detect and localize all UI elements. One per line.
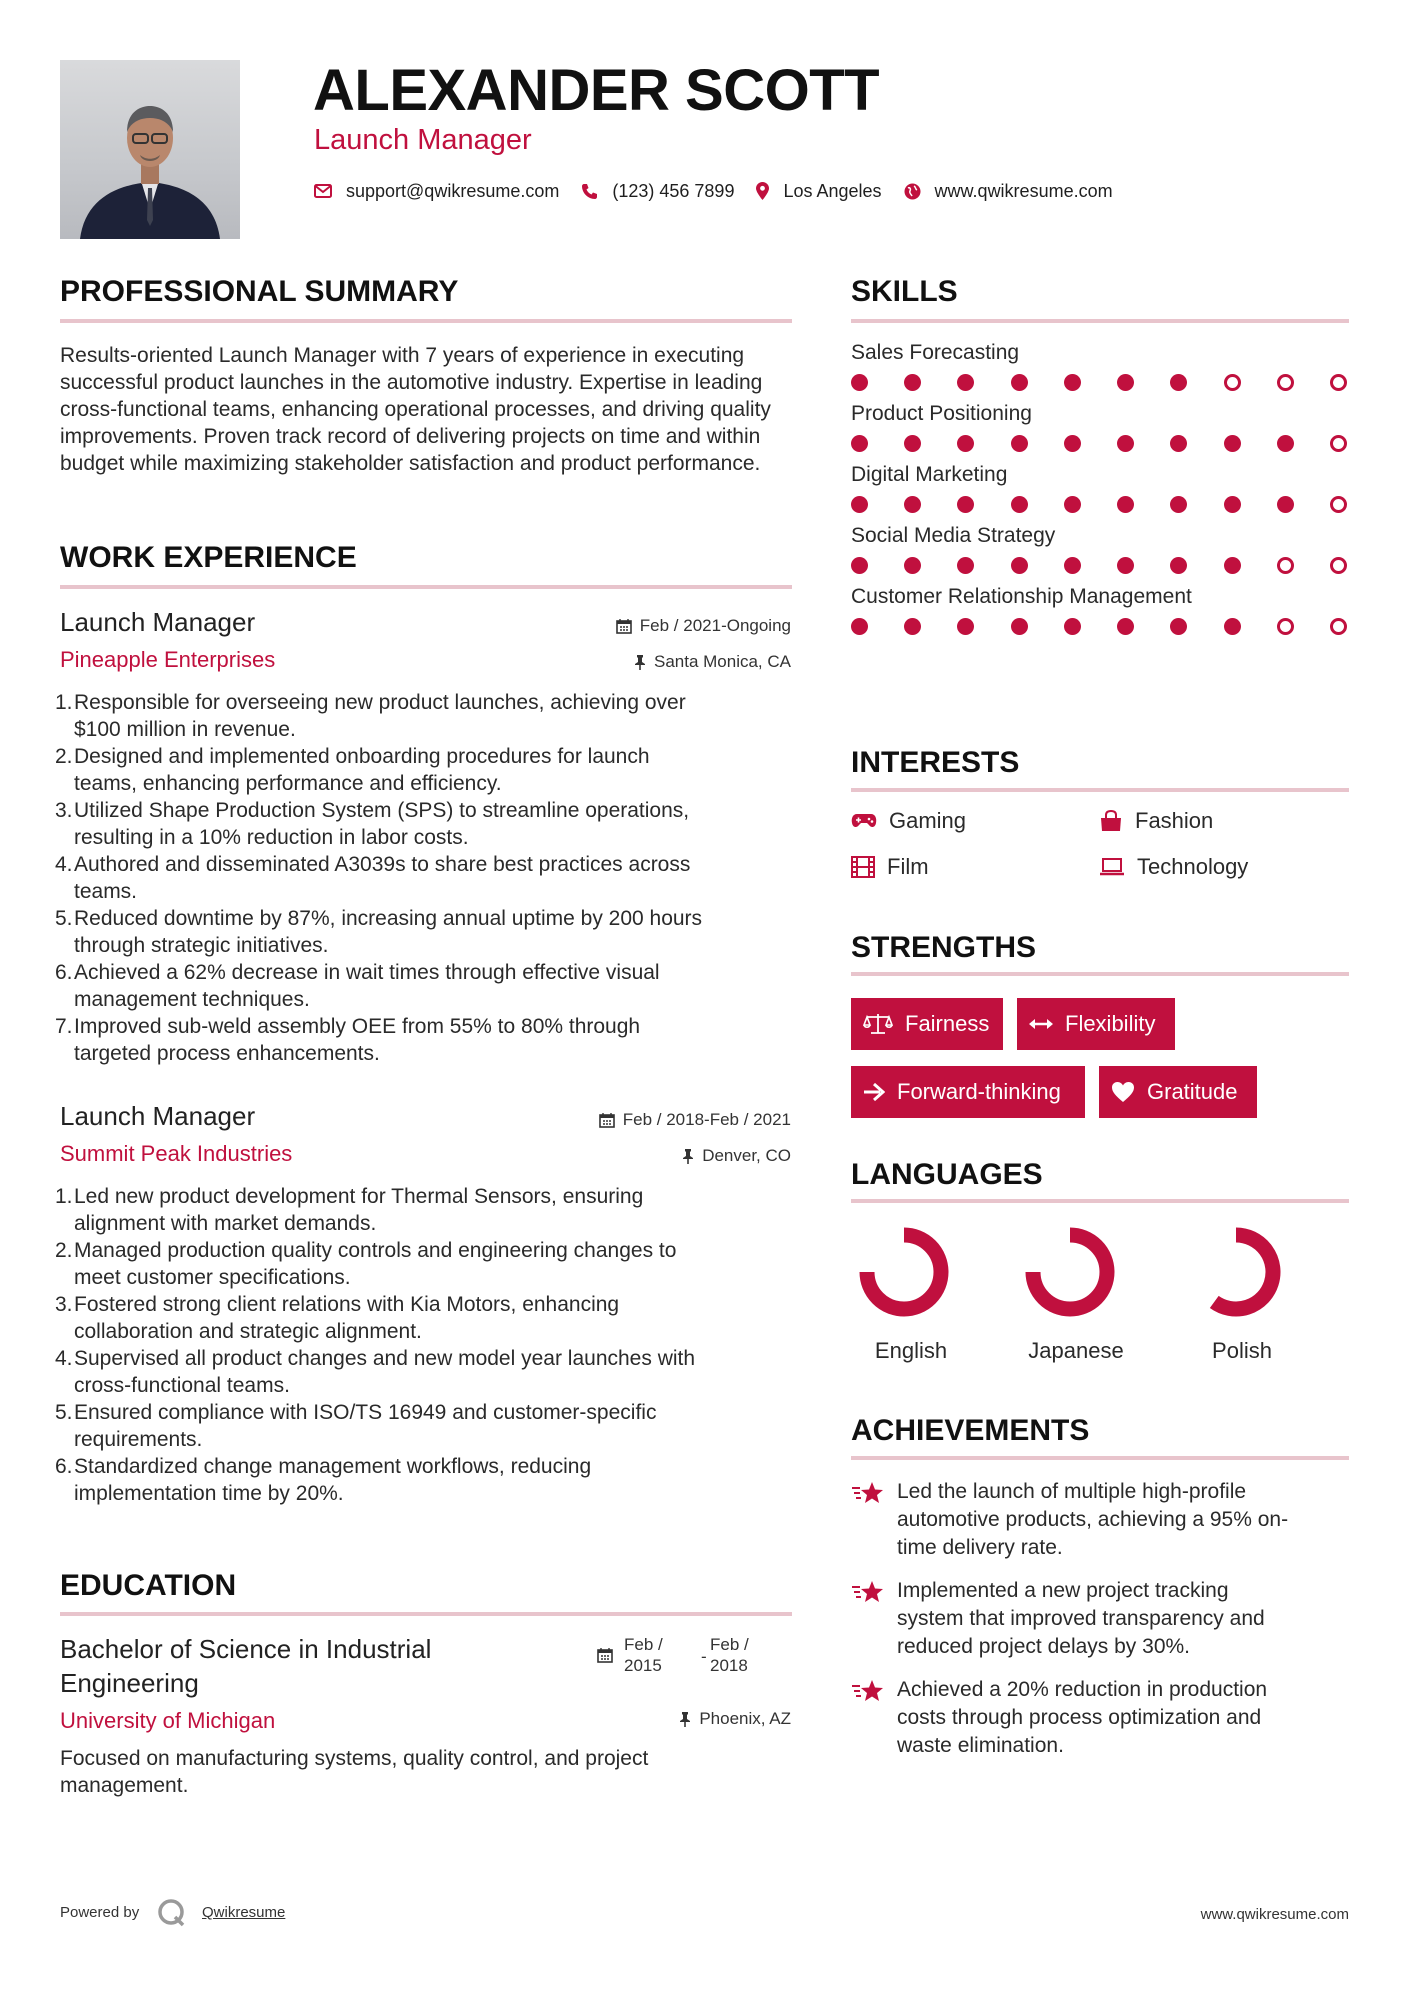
rating-dot-filled: [1170, 374, 1187, 391]
skill-name: Sales Forecasting: [851, 341, 1020, 364]
interest-label: Gaming: [889, 808, 967, 833]
candidate-title: Launch Manager: [314, 124, 532, 156]
education-location: [679, 1709, 791, 1729]
contact-website[interactable]: www.qwikresume.com: [934, 180, 1113, 201]
list-item: 2. Designed and implemented onboarding procedures for launch teams, enhancing performance and efficiency.: [55, 745, 650, 795]
education-end: Feb / 2018: [710, 1635, 749, 1675]
achievements-heading: ACHIEVEMENTS: [851, 1414, 1090, 1447]
rating-dot-filled: [957, 374, 974, 391]
language-progress-arc: [1214, 1235, 1273, 1309]
rating-dot-filled: [1011, 618, 1028, 635]
interests-heading: INTERESTS: [851, 746, 1020, 779]
globe-icon: [904, 183, 921, 200]
rating-dot-filled: [1117, 374, 1134, 391]
job-location-text: Denver, CO: [702, 1146, 791, 1165]
balance-scale-icon: [863, 1013, 893, 1035]
map-pin-icon: [756, 182, 769, 200]
strength-tag: [851, 1066, 1085, 1118]
list-item: 3. Fostered strong client relations with Kia Motors, enhancing collaboration and strategic alignment.: [55, 1293, 620, 1343]
skill-name: Digital Marketing: [851, 463, 1008, 486]
job-location: [634, 652, 791, 672]
rating-dot-empty: [1277, 374, 1294, 391]
rating-dot-filled: [904, 557, 921, 574]
job-location: [682, 1146, 791, 1166]
skill-rating: [851, 618, 1347, 635]
list-item: 3. Utilized Shape Production System (SPS) to streamline operations, resulting in a 10% reduction in labor costs.: [55, 799, 690, 849]
rating-dot-filled: [1117, 435, 1134, 452]
skill-rating: [851, 496, 1347, 513]
contact-location: Los Angeles: [783, 180, 882, 201]
rating-dot-filled: [1064, 374, 1081, 391]
education-heading: EDUCATION: [60, 1569, 237, 1602]
candidate-name: ALEXANDER SCOTT: [313, 58, 880, 123]
rating-dot-filled: [1170, 496, 1187, 513]
rating-dot-filled: [1224, 496, 1241, 513]
language-progress-arc: [867, 1235, 941, 1309]
rating-dot-filled: [904, 618, 921, 635]
qwikresume-logo-icon: [157, 1898, 187, 1928]
rating-dot-filled: [1064, 557, 1081, 574]
strength-label: Forward-thinking: [897, 1079, 1061, 1104]
rating-dot-filled: [1064, 435, 1081, 452]
rating-dot-filled: [1011, 435, 1028, 452]
rating-dot-filled: [1277, 435, 1294, 452]
heart-icon: [1111, 1081, 1135, 1103]
rating-dot-filled: [851, 374, 868, 391]
rating-dot-filled: [851, 435, 868, 452]
rating-dot-filled: [851, 618, 868, 635]
list-item: 2. Managed production quality controls and engineering changes to meet customer specifications.: [55, 1239, 677, 1289]
powered-by-label: Powered by: [60, 1904, 140, 1921]
pushpin-icon: [682, 1148, 694, 1164]
strength-label: Fairness: [905, 1011, 990, 1036]
education-start: Feb / 2015: [624, 1635, 663, 1675]
summary-heading: PROFESSIONAL SUMMARY: [60, 275, 459, 308]
rating-dot-filled: [1224, 557, 1241, 574]
interests-divider: [851, 788, 1349, 792]
list-item: 1. Led new product development for Thermal Sensors, ensuring alignment with market demands.: [55, 1185, 644, 1235]
language-ring-japanese: [1023, 1225, 1117, 1319]
job-title: Launch Manager: [60, 607, 256, 637]
rating-dot-filled: [957, 618, 974, 635]
profile-photo: [60, 60, 240, 239]
language-label: Japanese: [1028, 1338, 1124, 1363]
experience-divider: [60, 585, 792, 589]
rating-dot-filled: [904, 374, 921, 391]
film-icon: [851, 856, 875, 878]
education-date-dash: -: [701, 1647, 707, 1666]
rating-dot-empty: [1330, 435, 1347, 452]
qwikresume-link[interactable]: Qwikresume: [202, 1904, 286, 1921]
rating-dot-filled: [957, 496, 974, 513]
contact-email[interactable]: support@qwikresume.com: [346, 180, 560, 201]
job-date: [599, 1110, 791, 1130]
achievement-item: Led the launch of multiple high-profile automotive products, achieving a 95% on- time delivery rate.: [851, 1478, 1351, 1562]
achievements-divider: [851, 1456, 1349, 1460]
skills-divider: [851, 319, 1349, 323]
interest-label: Technology: [1137, 854, 1249, 879]
person-portrait-icon: [60, 60, 240, 239]
language-label: Polish: [1212, 1338, 1272, 1363]
skill-rating: [851, 435, 1347, 452]
rating-dot-empty: [1330, 557, 1347, 574]
laptop-icon: [1099, 857, 1125, 877]
strength-label: Flexibility: [1065, 1011, 1156, 1036]
contact-phone[interactable]: (123) 456 7899: [612, 180, 735, 201]
list-item: 6. Standardized change management workflows, reducing implementation time by 20%.: [55, 1455, 592, 1505]
rating-dot-filled: [1064, 618, 1081, 635]
gamepad-icon: [851, 813, 877, 829]
phone-icon: [581, 183, 598, 200]
list-item: 4. Supervised all product changes and new model year launches with cross-functional teams.: [55, 1347, 696, 1397]
rating-dot-filled: [1170, 435, 1187, 452]
footer-url[interactable]: www.qwikresume.com: [1200, 1906, 1349, 1923]
list-item: 5. Reduced downtime by 87%, increasing annual uptime by 200 hours through strategic initiatives.: [55, 907, 703, 957]
rating-dot-filled: [1277, 496, 1294, 513]
rating-dot-filled: [904, 435, 921, 452]
rating-dot-filled: [904, 496, 921, 513]
star-award-icon: [851, 1678, 885, 1706]
shopping-bag-icon: [1099, 810, 1123, 832]
arrows-horizontal-icon: [1029, 1017, 1053, 1031]
rating-dot-filled: [1064, 496, 1081, 513]
skill-name: Customer Relationship Management: [851, 585, 1192, 608]
job-date-text: Feb / 2018-Feb / 2021: [622, 1110, 791, 1129]
skill-name: Social Media Strategy: [851, 524, 1056, 547]
envelope-icon: [314, 184, 332, 198]
rating-dot-filled: [1011, 557, 1028, 574]
languages-heading: LANGUAGES: [851, 1158, 1043, 1191]
education-divider: [60, 1612, 792, 1616]
experience-heading: WORK EXPERIENCE: [60, 541, 357, 574]
language-progress-arc: [1033, 1235, 1107, 1309]
skill-rating: [851, 374, 1347, 391]
rating-dot-filled: [957, 557, 974, 574]
rating-dot-filled: [851, 557, 868, 574]
interest-label: Fashion: [1135, 808, 1214, 833]
education-location-text: Phoenix, AZ: [699, 1709, 791, 1728]
strength-tag: [1099, 1066, 1257, 1118]
job-title: Launch Manager: [60, 1101, 256, 1131]
star-award-icon: [851, 1579, 885, 1607]
rating-dot-filled: [1170, 557, 1187, 574]
languages-divider: [851, 1199, 1349, 1203]
job-date: [616, 616, 791, 636]
summary-divider: [60, 319, 792, 323]
interest-label: Film: [887, 854, 929, 879]
rating-dot-filled: [1011, 496, 1028, 513]
pushpin-icon: [679, 1711, 691, 1727]
list-item: 4. Authored and disseminated A3039s to share best practices across teams.: [55, 853, 691, 903]
strengths-heading: STRENGTHS: [851, 931, 1037, 964]
pushpin-icon: [634, 654, 646, 670]
list-item: 5. Ensured compliance with ISO/TS 16949 and customer-specific requirements.: [55, 1401, 657, 1451]
interest-technology: [1099, 854, 1248, 880]
calendar-icon: [599, 1112, 615, 1128]
skill-rating: [851, 557, 1347, 574]
rating-dot-filled: [851, 496, 868, 513]
arrow-right-icon: [863, 1082, 885, 1102]
rating-dot-filled: [957, 435, 974, 452]
job-company: Pineapple Enterprises: [60, 647, 276, 672]
contact-bar: [314, 176, 1135, 206]
rating-dot-filled: [1117, 618, 1134, 635]
achievement-item: Implemented a new project tracking system that improved transparency and reduced project delays by 30%.: [851, 1577, 1351, 1661]
rating-dot-empty: [1330, 496, 1347, 513]
rating-dot-filled: [1117, 496, 1134, 513]
skill-name: Product Positioning: [851, 402, 1032, 425]
job-location-text: Santa Monica, CA: [653, 652, 791, 671]
rating-dot-filled: [1170, 618, 1187, 635]
strength-tag: [1017, 998, 1175, 1050]
list-item: 7. Improved sub-weld assembly OEE from 55% to 80% through targeted process enhancements.: [55, 1015, 641, 1065]
rating-dot-filled: [1224, 618, 1241, 635]
rating-dot-empty: [1224, 374, 1241, 391]
job-date-text: Feb / 2021-Ongoing: [639, 616, 791, 635]
rating-dot-empty: [1277, 557, 1294, 574]
calendar-icon: [597, 1647, 613, 1663]
language-label: English: [874, 1338, 948, 1363]
rating-dot-empty: [1277, 618, 1294, 635]
skills-list: [851, 340, 1351, 635]
degree-title: Bachelor of Science in Industrial Engineering: [60, 1634, 432, 1698]
skills-heading: SKILLS: [851, 275, 958, 308]
list-item: 6. Achieved a 62% decrease in wait times through effective visual management techniques.: [55, 961, 660, 1011]
summary-text: Results-oriented Launch Manager with 7 years of experience in executing successful product launches in the automotive industry. Expertise in leading cross-functional teams, enhancing operational processes, and driving quality improvements. Proven track record of delivering projects on time and within budget while maximizing stakeholder satisfaction and product performance.: [60, 344, 771, 475]
language-ring-polish: [1189, 1225, 1283, 1319]
achievement-item: Achieved a 20% reduction in production costs through process optimization and waste elimination.: [851, 1676, 1351, 1760]
rating-dot-filled: [1011, 374, 1028, 391]
rating-dot-empty: [1330, 374, 1347, 391]
strength-tag: [851, 998, 1003, 1050]
calendar-icon: [616, 618, 632, 634]
interest-film: [851, 854, 929, 880]
school-name: University of Michigan: [60, 1708, 276, 1733]
job-company: Summit Peak Industries: [60, 1141, 293, 1166]
strengths-divider: [851, 972, 1349, 976]
list-item: 1. Responsible for overseeing new product launches, achieving over $100 million in revenue.: [55, 691, 686, 741]
job-responsibilities: [55, 689, 795, 1067]
language-ring-english: [857, 1225, 951, 1319]
rating-dot-filled: [1117, 557, 1134, 574]
strength-label: Gratitude: [1147, 1079, 1238, 1104]
job-responsibilities: [55, 1183, 795, 1507]
education-description: Focused on manufacturing systems, quality control, and project management.: [60, 1747, 649, 1797]
interest-gaming: [851, 808, 966, 834]
rating-dot-empty: [1330, 618, 1347, 635]
interest-fashion: [1099, 808, 1213, 834]
rating-dot-filled: [1224, 435, 1241, 452]
star-award-icon: [851, 1480, 885, 1508]
